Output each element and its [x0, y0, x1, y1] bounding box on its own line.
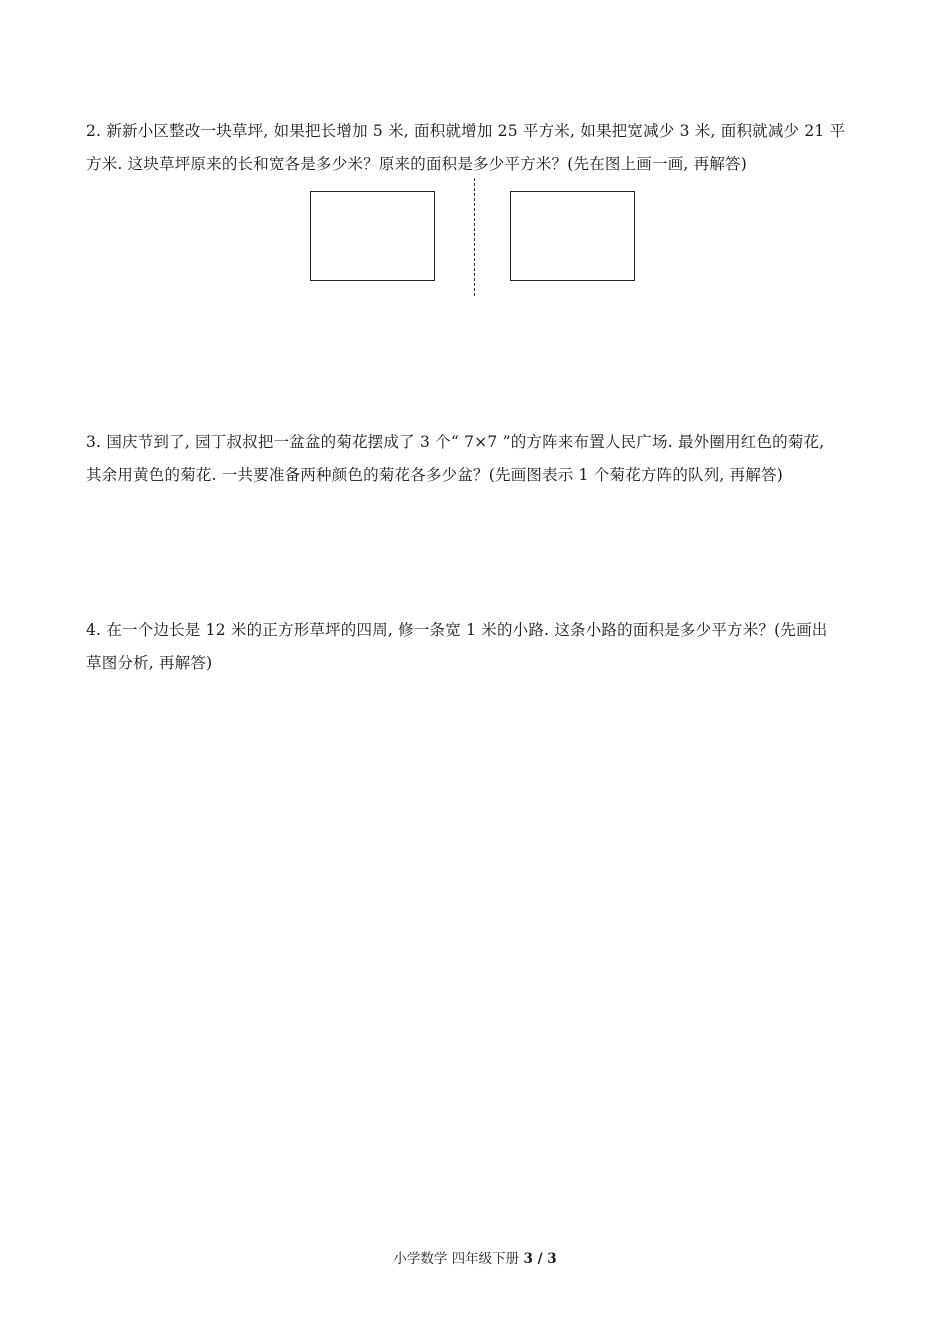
footer-label: 小学数学 四年级下册 [393, 1251, 520, 1267]
lawn-rectangle-right [510, 191, 635, 281]
question-4-line-1: 4. 在一个边长是 12 米的正方形草坪的四周, 修一条宽 1 米的小路. 这条小路的面积是多少平方米？(先画出 [86, 621, 828, 639]
lawn-diagram [300, 178, 650, 298]
lawn-rectangle-left [310, 191, 435, 281]
question-2-line-1: 2. 新新小区整改一块草坪, 如果把长增加 5 米, 面积就增加 25 平方米, 如果把宽减少 3 米, 面积就减少 21 平 [86, 122, 846, 140]
question-3-line-2: 其余用黄色的菊花. 一共要准备两种颜色的菊花各多少盆？(先画图表示 1 个菊花方阵的队列, 再解答) [86, 466, 784, 484]
question-3-line-1: 3. 国庆节到了, 园丁叔叔把一盆盆的菊花摆成了 3 个“ 7×7 ”的方阵来布置人民广场. 最外圈用红色的菊花, [86, 433, 825, 451]
question-4-line-2: 草图分析, 再解答) [86, 654, 213, 672]
question-2 [86, 115, 868, 181]
question-4 [86, 614, 868, 680]
dashed-divider [474, 178, 475, 296]
question-3 [86, 426, 868, 492]
page-footer [0, 1247, 950, 1267]
page-number: 3 / 3 [523, 1251, 557, 1267]
question-2-line-2: 方米. 这块草坪原来的长和宽各是多少米？原来的面积是多少平方米？(先在图上画一画, 再解答) [86, 155, 748, 173]
